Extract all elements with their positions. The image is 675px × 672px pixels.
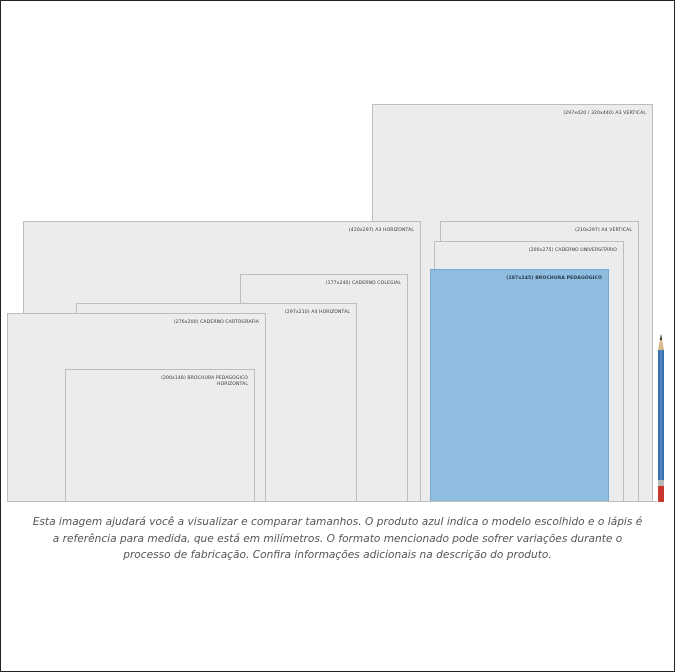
sheet-label: (276x200) CADERNO CARTOGRAFIA <box>173 320 259 325</box>
baseline <box>7 501 657 502</box>
sheet-label: (297x420 / 320x440) A3 VERTICAL <box>563 111 646 116</box>
pencil-icon <box>655 334 667 502</box>
sheet-brochura-pedagogico-selected <box>430 269 609 502</box>
sheet-label: (420x297) A3 HORIZONTAL <box>348 228 414 233</box>
sheet-label: (297x210) A4 HORIZONTAL <box>284 310 350 315</box>
sheet-brochura-pedagogico-horizontal <box>65 369 255 502</box>
sheet-label: (187x245) BROCHURA PEDAGÓGICO <box>506 276 602 281</box>
sheet-label: (177x240) CADERNO COLEGIAL <box>325 281 401 286</box>
sheet-label: (210x297) A4 VERTICAL <box>575 228 632 233</box>
sheet-label: (200x275) CADERNO UNIVERSITÁRIO <box>528 248 617 253</box>
caption: Esta imagem ajudará você a visualizar e comparar tamanhos. O produto azul indica o modelo escolhido e o lápis é a referência para medida, que está em milímetros. O formato mencionado pode sofrer variações durante o processo de fabricação. Confira informações adicionais na descrição do produto. <box>32 516 643 561</box>
sheet-label: (200x148) BROCHURA PEDAGÓGICO HORIZONTAL <box>161 376 248 387</box>
